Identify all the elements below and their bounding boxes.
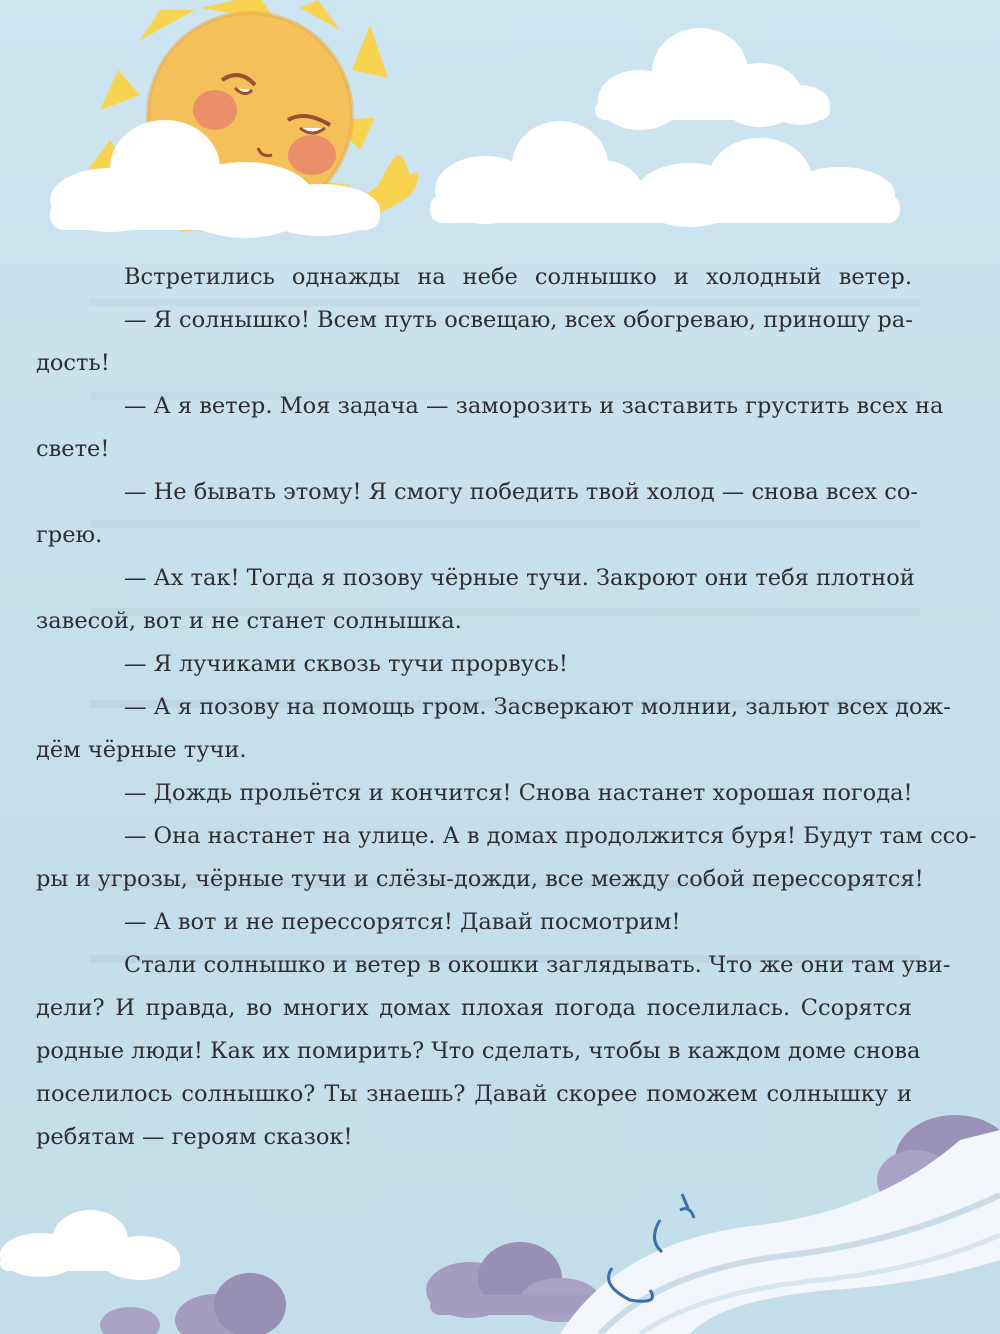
cloud-icon: [595, 28, 830, 130]
story-line: дость!: [36, 350, 110, 376]
wind-icon: [560, 1130, 1000, 1334]
story-line: ры и угрозы, чёрные тучи и слёзы-дожди, все между собой перессорятся!: [36, 866, 924, 892]
story-line: завесой, вот и не станет солнышка.: [36, 608, 462, 634]
story-line: дём чёрные тучи.: [36, 737, 247, 763]
story-line: грею.: [36, 522, 103, 548]
story-line: поселилось солнышко? Ты знаешь? Давай скорее поможем солнышку и: [36, 1081, 912, 1107]
story-line: — Дождь прольётся и кончится! Снова настанет хорошая погода!: [124, 780, 913, 806]
story-line: — Я лучиками сквозь тучи прорвусь!: [124, 651, 568, 677]
story-line: Стали солнышко и ветер в окошки заглядывать. Что же они там уви-: [124, 952, 951, 978]
story-line: — А я позову на помощь гром. Засверкают молнии, зальют всех дож-: [124, 694, 951, 720]
story-line: — Она настанет на улице. А в домах продолжится буря! Будут там ссо-: [124, 823, 977, 849]
story-line: дели? И правда, во многих домах плохая погода поселилась. Ссорятся: [36, 995, 912, 1021]
cloud-icon: [430, 121, 900, 227]
story-line: — А вот и не перессорятся! Давай посмотрим!: [124, 909, 681, 935]
cloud-icon: [0, 1210, 180, 1280]
story-line: свете!: [36, 436, 110, 462]
story-line: — А я ветер. Моя задача — заморозить и заставить грустить всех на: [124, 393, 944, 419]
story-line: — Я солнышко! Всем путь освещаю, всех обогреваю, приношу ра-: [124, 307, 913, 333]
story-line: — Ах так! Тогда я позову чёрные тучи. Закроют они тебя плотной: [124, 565, 915, 591]
story-line: Встретились однажды на небе солнышко и холодный ветер.: [124, 264, 912, 290]
story-line: ребятам — героям сказок!: [36, 1124, 353, 1150]
story-line: родные люди! Как их помирить? Что сделать, чтобы в каждом доме снова: [36, 1038, 921, 1064]
story-text: [36, 256, 977, 1159]
story-line: — Не бывать этому! Я смогу победить твой холод — снова всех со-: [124, 479, 919, 505]
